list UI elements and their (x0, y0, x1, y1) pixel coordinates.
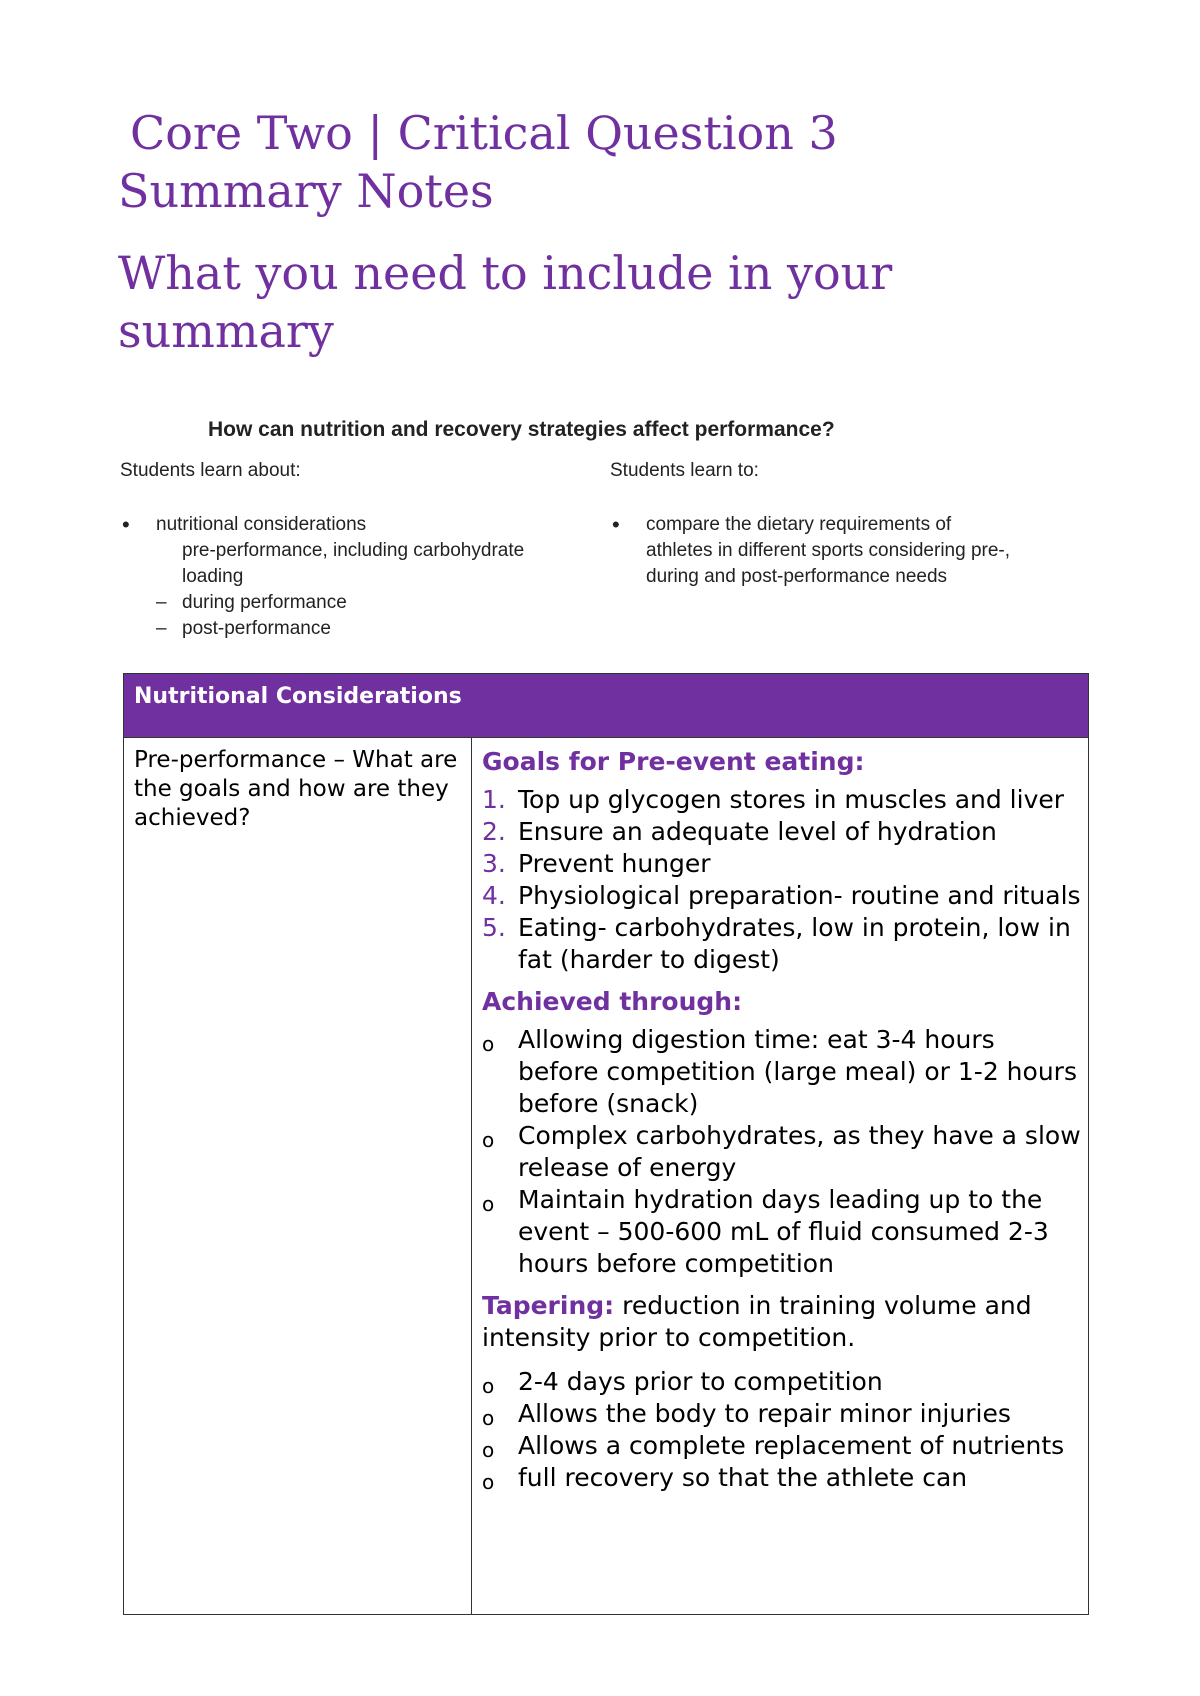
learn-to-bullet: • compare the dietary requirements of athletes in different sports considering pre-, during and post-performance needs (610, 512, 1016, 590)
goals-heading: Goals for Pre-event eating: (482, 747, 865, 776)
learn-about-column (120, 458, 590, 642)
tapering-paragraph (482, 1290, 1082, 1354)
learn-about-sub-1-cont: loading (182, 566, 244, 587)
learn-about-sub-3: – post-performance (120, 616, 590, 642)
title-line-2: Summary Notes (118, 164, 494, 218)
syllabus-question: How can nutrition and recovery strategies affect performance? (208, 418, 835, 441)
goal-item: 1. Top up glycogen stores in muscles and liver (482, 785, 1065, 814)
tapering-item: o Allows the body to repair minor injuries (482, 1398, 1082, 1430)
goal-item: 5. Eating- carbohydrates, low in protein, low in fat (harder to digest) (482, 913, 1071, 974)
table-header (124, 674, 1088, 738)
goals-list (482, 784, 1082, 976)
tapering-item: o 2-4 days prior to competition (482, 1366, 1082, 1398)
title-line-1: Core Two | Critical Question 3 (130, 106, 838, 160)
document-title (118, 104, 1018, 220)
learn-about-sub-1: pre-performance, including carbohydrate (182, 540, 525, 561)
learn-about-heading: Students learn about: (120, 460, 301, 481)
achieved-heading: Achieved through: (482, 987, 743, 1016)
achieved-item: o Complex carbohydrates, as they have a slow release of energy (482, 1120, 1082, 1184)
goal-item: 3. Prevent hunger (482, 849, 711, 878)
goal-item: 4. Physiological preparation- routine and rituals (482, 881, 1081, 910)
achieved-list (482, 1024, 1082, 1280)
learn-about-sub-2: – during performance (120, 590, 590, 616)
tapering-item: o full recovery so that the athlete can (482, 1462, 1082, 1494)
learn-to-heading: Students learn to: (610, 460, 759, 481)
achieved-item: o Maintain hydration days leading up to the event – 500-600 mL of fluid consumed 2-3 hours before competition (482, 1184, 1082, 1280)
row-content-pre-performance (482, 746, 1082, 1504)
learn-to-column (610, 458, 1030, 590)
tapering-label: Tapering: (482, 1291, 615, 1320)
nutrition-table (123, 673, 1089, 1615)
document-subtitle: What you need to include in your summary (118, 246, 893, 358)
column-divider (471, 738, 472, 1614)
row-label-pre-performance: Pre-performance – What are the goals and how are they achieved? (134, 747, 458, 831)
goal-item: 2. Ensure an adequate level of hydration (482, 817, 997, 846)
tapering-item: o Allows a complete replacement of nutrients (482, 1430, 1082, 1462)
achieved-item: o Allowing digestion time: eat 3-4 hours before competition (large meal) or 1-2 hours before (snack) (482, 1024, 1082, 1120)
tapering-list (482, 1366, 1082, 1494)
tapering-text: reduction in training volume and intensity prior to competition. (482, 1291, 1032, 1352)
table-header-label: Nutritional Considerations (134, 684, 462, 709)
learn-about-bullet: • nutritional considerations (120, 512, 590, 538)
